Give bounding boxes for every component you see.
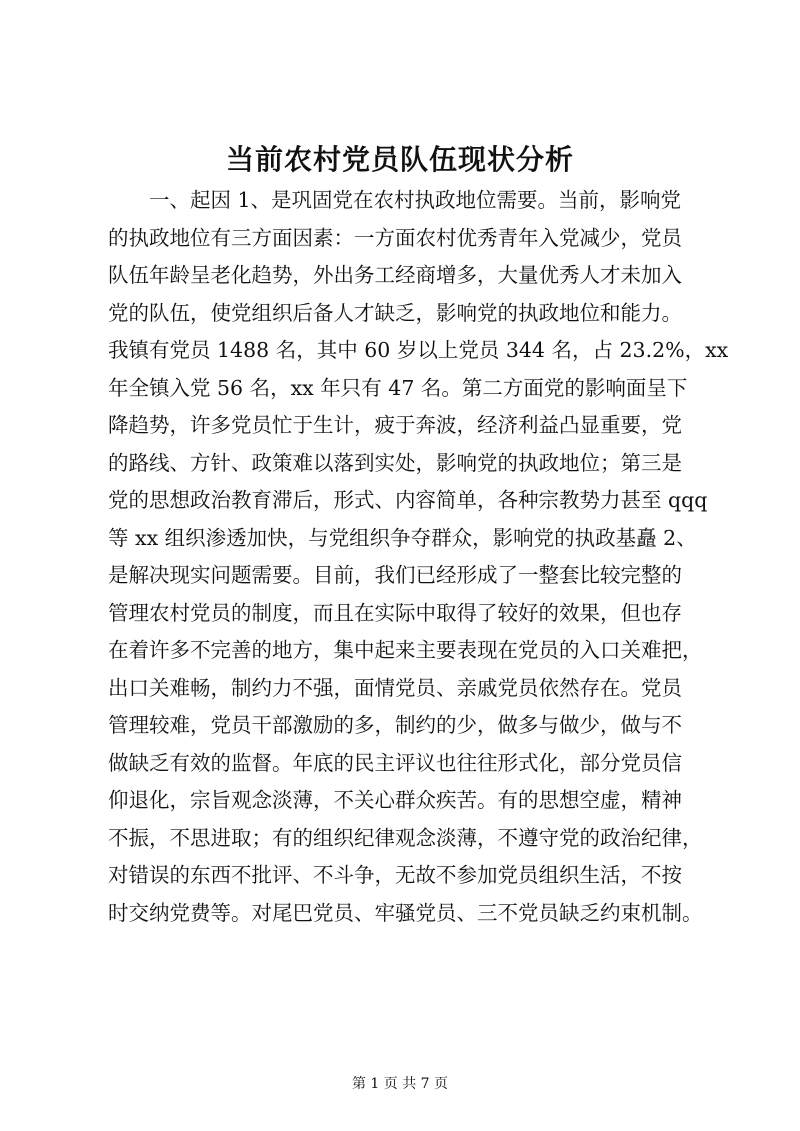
body-line: 一、起因 1、是巩固党在农村执政地位需要。当前，影响党	[149, 188, 682, 212]
body-line: 不振，不思进取；有的组织纪律观念淡薄，不遵守党的政治纪律，	[108, 825, 703, 850]
body-line: 党的队伍，使党组织后备人才缺乏，影响党的执政地位和能力。	[108, 300, 682, 325]
body-line: 是解决现实问题需要。目前，我们已经形成了一整套比较完整的	[108, 563, 682, 587]
body-line: 党的思想政治教育滞后，形式、内容简单，各种宗教势力甚至 qqq	[108, 488, 708, 512]
body-line: 对错误的东西不批评、不斗争，无故不参加党员组织生活，不按	[108, 863, 682, 887]
body-line: 时交纳党费等。对尾巴党员、牢骚党员、三不党员缺乏约束机制。	[108, 900, 703, 925]
body-line: 管理较难，党员干部激励的多，制约的少，做多与做少，做与不	[108, 713, 682, 737]
body-line: 在着许多不完善的地方，集中起来主要表现在党员的入口关难把，	[108, 638, 703, 662]
body-line: 做缺乏有效的监督。年底的民主评议也往往形式化，部分党员信	[108, 750, 682, 775]
body-line: 年全镇入党 56 名，xx 年只有 47 名。第二方面党的影响面呈下	[108, 375, 688, 400]
document-title: 当前农村党员队伍现状分析	[225, 143, 574, 176]
body-line: 出口关难畅，制约力不强，面情党员、亲戚党员依然存在。党员	[108, 675, 682, 700]
page-number-footer: 第 1 页 共 7 页	[351, 1076, 449, 1092]
document-body	[108, 182, 729, 932]
body-line: 的执政地位有三方面因素：一方面农村优秀青年入党减少，党员	[108, 225, 682, 250]
body-line: 的路线、方针、政策难以落到实处，影响党的执政地位；第三是	[108, 450, 682, 475]
body-line: 管理农村党员的制度，而且在实际中取得了较好的效果，但也存	[108, 600, 682, 625]
body-line: 队伍年龄呈老化趋势，外出务工经商增多，大量优秀人才未加入	[108, 263, 682, 287]
body-line: 等 xx 组织渗透加快，与党组织争夺群众，影响党的执政基矗 2、	[108, 525, 697, 550]
body-line: 仰退化，宗旨观念淡薄，不关心群众疾苦。有的思想空虚，精神	[108, 788, 682, 812]
body-line: 我镇有党员 1488 名，其中 60 岁以上党员 344 名，占 23.2%，xx	[108, 338, 729, 362]
body-line: 降趋势，许多党员忙于生计，疲于奔波，经济利益凸显重要，党	[108, 413, 682, 437]
